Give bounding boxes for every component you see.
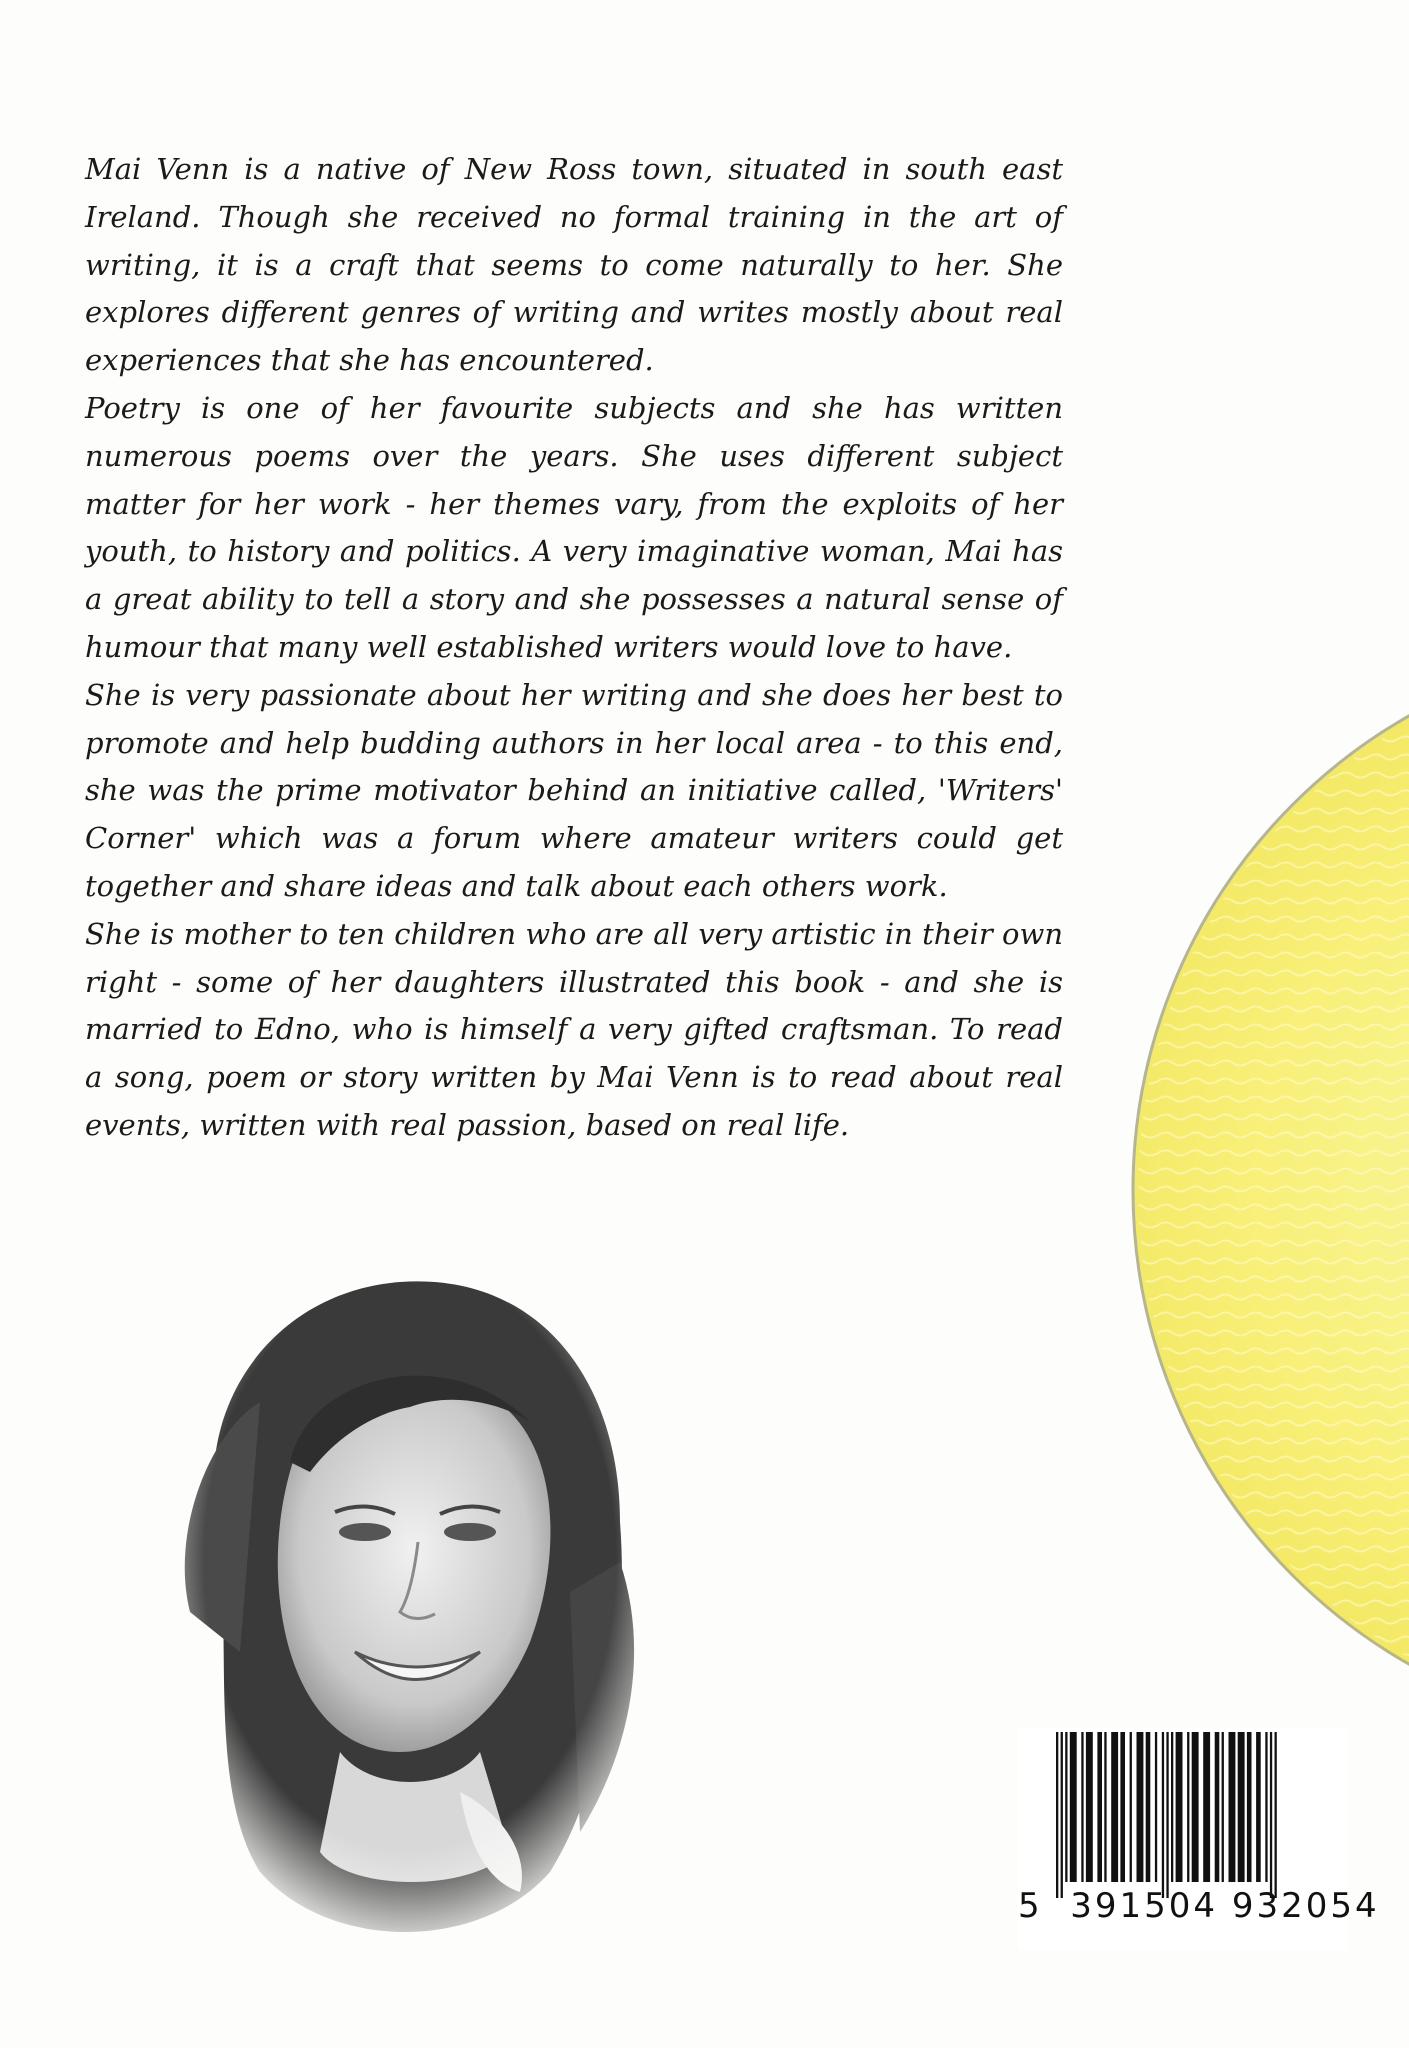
barcode-bar <box>1061 1732 1063 1898</box>
author-biography <box>85 146 1063 1150</box>
barcode-bar <box>1137 1732 1144 1882</box>
barcode-bar <box>1176 1732 1183 1882</box>
barcode-bar <box>1229 1732 1236 1882</box>
barcode-bar <box>1070 1732 1077 1882</box>
bio-paragraph: She is very passionate about her writing and she does her best to promote and help budding authors in her local area - to this end, she was the prime motivator behind an initiative called, 'Writers' Corner' which was a forum where amateur writers could get together and share ideas and talk about each others work. <box>85 677 1063 903</box>
barcode-bar <box>1120 1732 1125 1882</box>
barcode-bar <box>1275 1732 1277 1898</box>
author-portrait-photo <box>150 1232 670 1962</box>
barcode-bar <box>1171 1732 1173 1882</box>
yellow-sun-illustration <box>1128 640 1409 1740</box>
bio-paragraph: She is mother to ten children who are all very artistic in their own right - some of her daughters illustrated this book - and she is married to Edno, who is himself a very gifted craftsman. To read a song, poem or story written by Mai Venn is to read about real events, written with real passion, based on real life. <box>85 916 1063 1142</box>
barcode-bar <box>1215 1732 1220 1882</box>
barcode-bar <box>1270 1732 1272 1898</box>
barcode-bar <box>1192 1732 1199 1882</box>
barcode-bar <box>1247 1732 1252 1882</box>
barcode-bar <box>1265 1732 1267 1882</box>
barcode-bar <box>1081 1732 1083 1882</box>
barcode-bar <box>1130 1732 1132 1882</box>
barcode-bar <box>1222 1732 1224 1882</box>
barcode-left-digits: 391504 <box>1070 1886 1219 1926</box>
barcode-bar <box>1203 1732 1210 1882</box>
barcode-bar <box>1086 1732 1093 1882</box>
barcode-bar <box>1146 1732 1151 1882</box>
barcode-bar <box>1104 1732 1106 1882</box>
barcode-bar <box>1162 1732 1164 1898</box>
barcode-bars <box>1028 1732 1338 1902</box>
barcode-number <box>1018 1886 1380 1926</box>
barcode-bar <box>1166 1732 1168 1898</box>
bio-paragraph: Mai Venn is a native of New Ross town, situated in south east Ireland. Though she received no formal training in the art of writing, it is a craft that seems to come naturally to her. She explores different genres of writing and writes mostly about real experiences that she has encountered. <box>85 152 1063 378</box>
barcode-bar <box>1111 1732 1118 1882</box>
barcode-bar <box>1065 1732 1067 1882</box>
barcode-first-digit: 5 <box>1018 1886 1043 1926</box>
barcode-bar <box>1256 1732 1261 1882</box>
barcode-right-digits: 932054 <box>1231 1886 1380 1926</box>
barcode-bar <box>1056 1732 1058 1898</box>
barcode-bar <box>1187 1732 1189 1882</box>
barcode-bar <box>1097 1732 1102 1882</box>
bio-paragraph: Poetry is one of her favourite subjects and she has written numerous poems over the years. She uses different subject matter for her work - her themes vary, from the exploits of her youth, to history and politics. A very imaginative woman, Mai has a great ability to tell a story and she possesses a natural sense of humour that many well established writers would love to have. <box>85 390 1063 664</box>
barcode-bar <box>1238 1732 1245 1882</box>
barcode-bar <box>1155 1732 1157 1882</box>
barcode <box>1018 1728 1380 1950</box>
